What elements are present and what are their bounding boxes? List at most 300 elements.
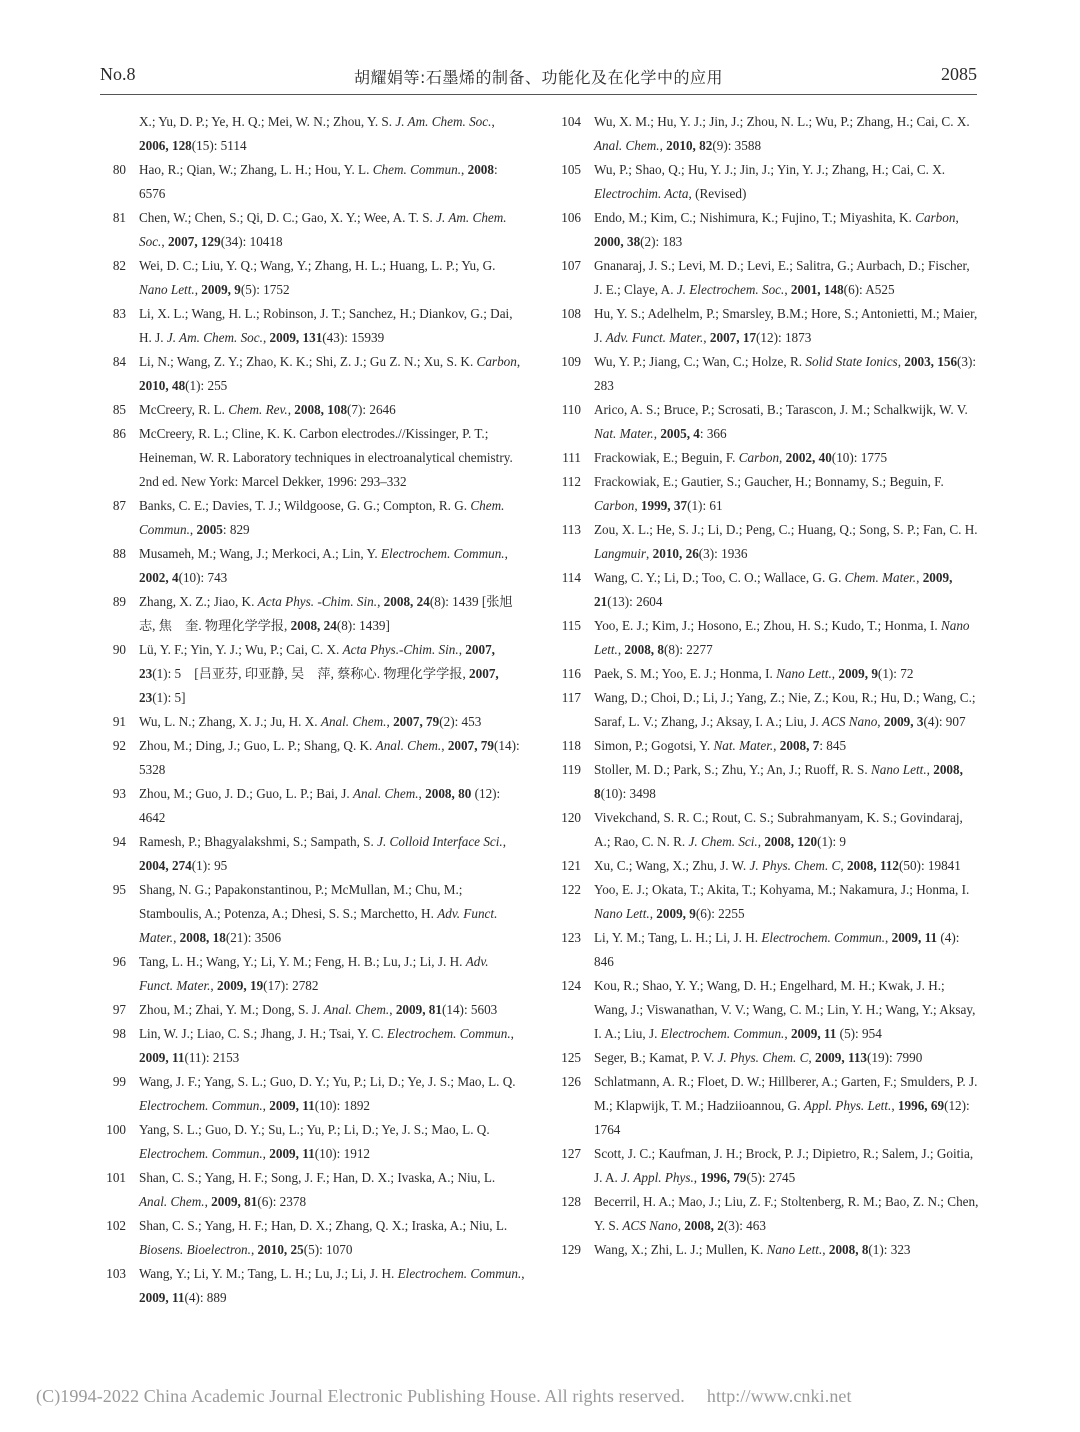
reference-entry bbox=[100, 110, 525, 158]
reference-text bbox=[594, 614, 980, 662]
running-title: 胡耀娟等:石墨烯的制备、功能化及在化学中的应用 bbox=[354, 68, 723, 87]
reference-number: 111 bbox=[562, 450, 581, 465]
reference-text bbox=[594, 926, 980, 974]
citation-text: Vivekchand, S. R. C.; Rout, C. S.; Subrahmanyam, K. S.; Govindaraj, A.; Rao, C. N. R. bbox=[594, 810, 963, 849]
reference-text bbox=[594, 1142, 980, 1190]
reference-entry bbox=[555, 1046, 980, 1070]
reference-number: 124 bbox=[561, 978, 581, 993]
year-volume: 2001, 148 bbox=[790, 282, 844, 297]
journal-name: Nano Lett. bbox=[870, 762, 927, 777]
citation-text: X.; Yu, D. P.; Ye, H. Q.; Mei, W. N.; Zhou, Y. S. bbox=[139, 114, 396, 129]
citation-text: (19): 7990 bbox=[867, 1050, 923, 1065]
reference-text bbox=[594, 1190, 980, 1238]
reference-entry bbox=[100, 998, 525, 1022]
reference-number: 118 bbox=[561, 738, 581, 753]
year-volume: 2008, 120 bbox=[764, 834, 818, 849]
citation-text: , bbox=[646, 546, 653, 561]
reference-text bbox=[139, 1214, 525, 1262]
year-volume: 2009, 11 bbox=[891, 930, 938, 945]
reference-entry bbox=[100, 1022, 525, 1070]
citation-text: (4): 889 bbox=[184, 1290, 227, 1305]
citation-text: Zhang, X. Z.; Jiao, K. bbox=[139, 594, 258, 609]
citation-text: Zhou, M.; Ding, J.; Guo, L. P.; Shang, Q. K. bbox=[139, 738, 376, 753]
journal-name: Electrochem. Commun. bbox=[761, 930, 886, 945]
year-volume: 2008, 8 bbox=[624, 642, 664, 657]
year-volume: 2008, 8 bbox=[594, 762, 963, 801]
reference-number: 96 bbox=[112, 954, 126, 969]
reference-number: 119 bbox=[561, 762, 581, 777]
journal-name: Electrochem. Commun. bbox=[139, 1098, 263, 1113]
reference-text bbox=[139, 350, 525, 398]
reference-text bbox=[594, 974, 980, 1046]
reference-number: 112 bbox=[561, 474, 581, 489]
reference-text bbox=[594, 854, 980, 878]
citation-text: , bbox=[779, 450, 786, 465]
citation-text: , bbox=[441, 738, 448, 753]
reference-entry bbox=[555, 110, 980, 158]
reference-number: 84 bbox=[112, 354, 126, 369]
references-left-column bbox=[100, 110, 525, 1310]
reference-number: 98 bbox=[112, 1026, 126, 1041]
reference-number: 106 bbox=[561, 210, 581, 225]
reference-entry bbox=[100, 590, 525, 638]
citation-text: Musameh, M.; Wang, J.; Merkoci, A.; Lin, Y. bbox=[139, 546, 381, 561]
journal-name: Anal. Chem. bbox=[352, 786, 419, 801]
journal-name: J. Am. Chem. Soc. bbox=[166, 330, 263, 345]
journal-name: Nano Lett. bbox=[776, 666, 832, 681]
citation-text: McCreery, R. L.; Cline, K. K. Carbon electrodes.//Kissinger, P. T.; Heineman, W. R. Laboratory techniques in electroanalytical chemistry. 2nd ed. New York: Marcel Dekker, 1996: 293–332 bbox=[139, 426, 513, 489]
reference-number: 126 bbox=[561, 1074, 581, 1089]
year-volume: 2009, 11 bbox=[139, 1050, 185, 1065]
year-volume: 2009, 11 bbox=[269, 1146, 315, 1161]
journal-name: Nat. Mater. bbox=[594, 426, 654, 441]
citation-text: , bbox=[262, 1146, 270, 1161]
citation-text: , bbox=[204, 1194, 212, 1209]
reference-number: 109 bbox=[561, 354, 581, 369]
citation-text: , bbox=[377, 594, 384, 609]
journal-name: Acta Phys.-Chim. Sin. bbox=[342, 642, 459, 657]
reference-number: 116 bbox=[561, 666, 581, 681]
reference-number: 113 bbox=[561, 522, 581, 537]
reference-text bbox=[139, 638, 525, 710]
reference-text bbox=[594, 1238, 980, 1262]
year-volume: 2007, 129 bbox=[167, 234, 221, 249]
year-volume: 2009, 113 bbox=[814, 1050, 868, 1065]
reference-entry bbox=[555, 470, 980, 518]
reference-number: 85 bbox=[112, 402, 126, 417]
year-volume: 2008, 80 bbox=[425, 786, 472, 801]
citation-text: Scott, J. C.; Kaufman, J. H.; Brock, P. J.; Dipietro, R.; Salem, J.; Goitia, J. A. bbox=[594, 1146, 974, 1185]
reference-entry bbox=[555, 758, 980, 806]
journal-name: Chem. Rev. bbox=[228, 402, 288, 417]
citation-text: (1): 5] bbox=[152, 690, 186, 705]
year-volume: 2008 bbox=[467, 162, 494, 177]
citation-text: (3): 1936 bbox=[698, 546, 748, 561]
citation-text: (12): 1873 bbox=[756, 330, 812, 345]
reference-entry bbox=[100, 254, 525, 302]
reference-number: 99 bbox=[112, 1074, 126, 1089]
journal-name: J. Appl. Phys. bbox=[621, 1170, 694, 1185]
reference-number: 122 bbox=[561, 882, 581, 897]
year-volume: 2009, 9 bbox=[838, 666, 878, 681]
citation-text: Becerril, H. A.; Mao, J.; Liu, Z. F.; Stoltenberg, R. M.; Bao, Z. N.; Chen, Y. S. bbox=[594, 1194, 979, 1233]
citation-text: Frackowiak, E.; Beguin, F. bbox=[594, 450, 739, 465]
reference-number: 120 bbox=[561, 810, 581, 825]
reference-text bbox=[139, 542, 525, 590]
reference-entry bbox=[555, 806, 980, 854]
journal-name: Adv. Funct. Mater. bbox=[605, 330, 704, 345]
reference-text bbox=[139, 878, 525, 950]
citation-text: Gnanaraj, J. S.; Levi, M. D.; Levi, E.; Salitra, G.; Aurbach, D.; Fischer, J. E.; Claye, A. bbox=[594, 258, 970, 297]
reference-entry bbox=[555, 518, 980, 566]
journal-name: Langmuir bbox=[594, 546, 647, 561]
citation-text: (7): 2646 bbox=[347, 402, 396, 417]
reference-number: 82 bbox=[112, 258, 126, 273]
reference-number: 95 bbox=[112, 882, 126, 897]
journal-name: Anal. Chem. bbox=[320, 714, 387, 729]
reference-text bbox=[594, 686, 980, 734]
year-volume: 1999, 37 bbox=[640, 498, 688, 513]
year-volume: 2007, 17 bbox=[709, 330, 757, 345]
reference-number: 117 bbox=[561, 690, 581, 705]
journal-name: Electrochim. Acta bbox=[594, 186, 689, 201]
reference-number: 88 bbox=[112, 546, 126, 561]
reference-entry bbox=[555, 1142, 980, 1190]
footer-url-link[interactable]: http://www.cnki.net bbox=[706, 1386, 852, 1406]
reference-entry bbox=[555, 254, 980, 302]
reference-entry bbox=[100, 734, 525, 782]
citation-text: Zou, X. L.; He, S. J.; Li, D.; Peng, C.; Huang, Q.; Song, S. P.; Fan, C. H. bbox=[594, 522, 978, 537]
citation-text: Wu, L. N.; Zhang, X. J.; Ju, H. X. bbox=[139, 714, 321, 729]
citation-text: , bbox=[516, 354, 521, 369]
year-volume: 2002, 4 bbox=[139, 570, 179, 585]
reference-number: 92 bbox=[112, 738, 126, 753]
reference-entry bbox=[100, 350, 525, 398]
reference-number: 83 bbox=[112, 306, 126, 321]
reference-entry bbox=[100, 1262, 525, 1310]
reference-entry bbox=[100, 1118, 525, 1166]
citation-text: (3): 283 bbox=[594, 354, 977, 393]
reference-entry bbox=[100, 710, 525, 734]
year-volume: 2009, 19 bbox=[217, 978, 264, 993]
reference-number: 108 bbox=[561, 306, 581, 321]
reference-text bbox=[594, 158, 980, 206]
year-volume: 2005, 4 bbox=[660, 426, 700, 441]
reference-number: 89 bbox=[112, 594, 126, 609]
journal-name: Anal. Chem. bbox=[139, 1194, 205, 1209]
citation-text: (1): 255 bbox=[185, 378, 228, 393]
year-volume: 2008, 8 bbox=[828, 1242, 869, 1257]
reference-entry bbox=[555, 926, 980, 974]
reference-text bbox=[139, 1262, 525, 1310]
year-volume: 2009, 9 bbox=[201, 282, 241, 297]
reference-entry bbox=[100, 1166, 525, 1214]
reference-text bbox=[139, 110, 525, 158]
year-volume: 2009, 21 bbox=[594, 570, 953, 609]
citation-text: , bbox=[173, 930, 180, 945]
page-header bbox=[100, 64, 977, 92]
reference-text bbox=[594, 806, 980, 854]
citation-text: (8): 1439] bbox=[336, 618, 390, 633]
journal-name: Electrochem. Commun. bbox=[380, 546, 505, 561]
year-volume: 2008, 24 bbox=[290, 618, 337, 633]
year-volume: 2010, 48 bbox=[139, 378, 186, 393]
year-volume: 2009, 81 bbox=[211, 1194, 258, 1209]
journal-name: Anal. Chem. bbox=[594, 138, 660, 153]
reference-entry bbox=[555, 854, 980, 878]
citation-text: (12): 1764 bbox=[594, 1098, 970, 1137]
year-volume: 2009, 3 bbox=[883, 714, 924, 729]
citation-text: Li, Y. M.; Tang, L. H.; Li, J. H. bbox=[594, 930, 762, 945]
citation-text: , bbox=[677, 1218, 685, 1233]
citation-text: Seger, B.; Kamat, P. V. bbox=[594, 1050, 718, 1065]
journal-name: J. Phys. Chem. C bbox=[717, 1050, 809, 1065]
citation-text: Zhou, M.; Guo, J. D.; Guo, L. P.; Bai, J. bbox=[139, 786, 353, 801]
citation-text: Yang, S. L.; Guo, D. Y.; Su, L.; Yu, P.; Li, D.; Ye, J. S.; Mao, L. Q. bbox=[139, 1122, 490, 1137]
citation-text: (1): 9 bbox=[817, 834, 847, 849]
citation-text: , bbox=[461, 162, 468, 177]
reference-entry bbox=[555, 734, 980, 758]
journal-name: Chem. Commun. bbox=[139, 498, 505, 537]
reference-entry bbox=[555, 1070, 980, 1142]
journal-name: Chem. Commun. bbox=[372, 162, 461, 177]
journal-name: Nano Lett. bbox=[594, 618, 970, 657]
year-volume: 2009, 9 bbox=[656, 906, 696, 921]
reference-number: 105 bbox=[561, 162, 581, 177]
reference-entry bbox=[555, 974, 980, 1046]
citation-text: Paek, S. M.; Yoo, E. J.; Honma, I. bbox=[594, 666, 777, 681]
reference-text bbox=[594, 302, 980, 350]
citation-text: Wu, Y. P.; Jiang, C.; Wan, C.; Holze, R. bbox=[594, 354, 806, 369]
citation-text: , bbox=[521, 1266, 525, 1281]
reference-text bbox=[594, 758, 980, 806]
citation-text: (1): 323 bbox=[868, 1242, 911, 1257]
year-volume: 2009, 131 bbox=[269, 330, 323, 345]
reference-text bbox=[594, 110, 980, 158]
citation-text: Lü, Y. F.; Yin, Y. J.; Wu, P.; Cai, C. X. bbox=[139, 642, 343, 657]
year-volume: 2007, 23 bbox=[139, 666, 499, 705]
citation-text: (21): 3506 bbox=[225, 930, 282, 945]
citation-text: Wang, Y.; Li, Y. M.; Tang, L. H.; Lu, J.; Li, J. H. bbox=[139, 1266, 398, 1281]
journal-name: Carbon bbox=[594, 498, 635, 513]
citation-text: (50): 19841 bbox=[898, 858, 961, 873]
citation-text: Banks, C. E.; Davies, T. J.; Wildgoose, G. G.; Compton, R. G. bbox=[139, 498, 471, 513]
reference-text bbox=[594, 470, 980, 518]
citation-text: , bbox=[502, 834, 507, 849]
reference-text bbox=[139, 950, 525, 998]
reference-entry bbox=[100, 398, 525, 422]
reference-text bbox=[594, 1070, 980, 1142]
journal-name: Anal. Chem. bbox=[375, 738, 442, 753]
citation-text: : 829 bbox=[222, 522, 250, 537]
journal-name: J. Am. Chem. Soc. bbox=[395, 114, 492, 129]
reference-text bbox=[139, 782, 525, 830]
citation-text: Zhou, M.; Zhai, Y. M.; Dong, S. J. bbox=[139, 1002, 324, 1017]
year-volume: 2002, 40 bbox=[785, 450, 832, 465]
reference-entry bbox=[555, 206, 980, 254]
year-volume: 2008, 108 bbox=[294, 402, 348, 417]
citation-text: Shang, N. G.; Papakonstantinou, P.; McMullan, M.; Chu, M.; Stamboulis, A.; Potenza, A.; Dhesi, S. S.; Marchetto, H. bbox=[139, 882, 463, 921]
citation-text: , bbox=[194, 282, 202, 297]
reference-number: 100 bbox=[106, 1122, 126, 1137]
citation-text: Chen, W.; Chen, S.; Qi, D. C.; Gao, X. Y.; Wee, A. T. S. bbox=[139, 210, 437, 225]
year-volume: 2004, 274 bbox=[139, 858, 192, 873]
reference-entry bbox=[100, 422, 525, 494]
citation-text: Li, X. L.; Wang, H. L.; Robinson, J. T.; Sanchez, H.; Diankov, G.; Dai, H. J. bbox=[139, 306, 513, 345]
reference-text bbox=[139, 710, 525, 734]
citation-text: , bbox=[916, 570, 923, 585]
year-volume: 2010, 25 bbox=[257, 1242, 304, 1257]
citation-text: : 845 bbox=[819, 738, 847, 753]
journal-name: Electrochem. Commun. bbox=[397, 1266, 522, 1281]
citation-text: , bbox=[822, 1242, 829, 1257]
reference-number: 97 bbox=[112, 1002, 126, 1017]
copyright-footer bbox=[36, 1386, 852, 1407]
citation-text: (4): 846 bbox=[594, 930, 960, 969]
reference-text bbox=[139, 1070, 525, 1118]
reference-text bbox=[139, 254, 525, 302]
reference-entry bbox=[555, 614, 980, 662]
reference-entry bbox=[100, 830, 525, 878]
citation-text: Li, N.; Wang, Z. Y.; Zhao, K. K.; Shi, Z. J.; Gu Z. N.; Xu, S. K. bbox=[139, 354, 477, 369]
citation-text: (5): 954 bbox=[836, 1026, 882, 1041]
citation-text: Arico, A. S.; Bruce, P.; Scrosati, B.; Tarascon, J. M.; Schalkwijk, W. V. bbox=[594, 402, 968, 417]
citation-text: (2): 453 bbox=[439, 714, 482, 729]
citation-text: (43): 15939 bbox=[322, 330, 385, 345]
journal-name: Nano Lett. bbox=[766, 1242, 823, 1257]
reference-number: 93 bbox=[112, 786, 126, 801]
journal-name: J. Colloid Interface Sci. bbox=[377, 834, 503, 849]
citation-text: (10): 743 bbox=[178, 570, 228, 585]
reference-text bbox=[139, 1118, 525, 1166]
reference-number: 94 bbox=[112, 834, 126, 849]
copyright-text: (C)1994-2022 China Academic Journal Electronic Publishing House. All rights reserved. bbox=[36, 1386, 685, 1406]
citation-text: , bbox=[877, 714, 884, 729]
reference-text bbox=[594, 350, 980, 398]
journal-name: Biosens. Bioelectron. bbox=[139, 1242, 251, 1257]
year-volume: 2008, 18 bbox=[179, 930, 226, 945]
journal-name: ACS Nano bbox=[622, 1218, 678, 1233]
citation-text: (1): 61 bbox=[687, 498, 723, 513]
citation-text: , (Revised) bbox=[688, 186, 747, 201]
journal-name: Nat. Mater. bbox=[713, 738, 774, 753]
reference-text bbox=[139, 1022, 525, 1070]
journal-name: J. Am. Chem. Soc. bbox=[139, 210, 507, 249]
page-number: 2085 bbox=[941, 64, 977, 84]
reference-text bbox=[139, 998, 525, 1022]
citation-text: Ramesh, P.; Bhagyalakshmi, S.; Sampath, S. bbox=[139, 834, 378, 849]
year-volume: 2005 bbox=[196, 522, 223, 537]
citation-text: Wu, P.; Shao, Q.; Hu, Y. J.; Jin, J.; Yin, Y. J.; Zhang, H.; Cai, C. X. bbox=[594, 162, 946, 177]
citation-text: (1): 72 bbox=[877, 666, 914, 681]
citation-text: (1): 95 bbox=[191, 858, 228, 873]
citation-text: Yoo, E. J.; Okata, T.; Akita, T.; Kohyama, M.; Nakamura, J.; Honma, I. bbox=[594, 882, 970, 897]
reference-text bbox=[594, 446, 980, 470]
citation-text: , bbox=[693, 1170, 701, 1185]
reference-entry bbox=[555, 566, 980, 614]
citation-text: Xu, C.; Wang, X.; Zhu, J. W. bbox=[594, 858, 750, 873]
reference-text bbox=[594, 566, 980, 614]
reference-entry bbox=[555, 158, 980, 206]
citation-text: , bbox=[287, 402, 295, 417]
citation-text: , bbox=[161, 234, 168, 249]
citation-text: , bbox=[458, 642, 466, 657]
citation-text: (6): A525 bbox=[843, 282, 895, 297]
year-volume: 2008, 112 bbox=[846, 858, 899, 873]
citation-text: , bbox=[784, 282, 791, 297]
citation-text: , bbox=[189, 522, 197, 537]
reference-text bbox=[139, 398, 525, 422]
reference-text bbox=[139, 422, 525, 494]
year-volume: 2009, 11 bbox=[139, 1290, 185, 1305]
citation-text: : 6576 bbox=[139, 162, 498, 201]
reference-number: 87 bbox=[112, 498, 126, 513]
reference-number: 102 bbox=[106, 1218, 126, 1233]
citation-text: (8): 1439 [张旭志, 焦 奎. 物理化学学报, bbox=[139, 594, 513, 633]
reference-text bbox=[139, 590, 525, 638]
citation-text: Hu, Y. S.; Adelhelm, P.; Smarsley, B.M.; Hore, S.; Antonietti, M.; Maier, J. bbox=[594, 306, 978, 345]
citation-text: (34): 10418 bbox=[220, 234, 283, 249]
citation-text: , bbox=[885, 930, 892, 945]
reference-entry bbox=[100, 302, 525, 350]
journal-name: Anal. Chem. bbox=[323, 1002, 390, 1017]
journal-name: Appl. Phys. Lett. bbox=[803, 1098, 892, 1113]
reference-number: 128 bbox=[561, 1194, 581, 1209]
citation-text: Wu, X. M.; Hu, Y. J.; Jin, J.; Zhou, N. L.; Wu, P.; Zhang, H.; Cai, C. X. bbox=[594, 114, 970, 129]
citation-text: (17): 2782 bbox=[263, 978, 319, 993]
citation-text: (9): 3588 bbox=[712, 138, 762, 153]
citation-text: (6): 2255 bbox=[695, 906, 745, 921]
reference-text bbox=[139, 1166, 525, 1214]
reference-number: 114 bbox=[561, 570, 581, 585]
citation-text: (5): 1752 bbox=[240, 282, 290, 297]
citation-text: , bbox=[210, 978, 218, 993]
citation-text: , bbox=[617, 642, 625, 657]
citation-text: , bbox=[649, 906, 657, 921]
citation-text: Schlatmann, A. R.; Floet, D. W.; Hillberer, A.; Garten, F.; Smulders, P. J. M.; Klapwijk, T. M.; Hadziioannou, G. bbox=[594, 1074, 978, 1113]
reference-text bbox=[594, 878, 980, 926]
journal-name: J. Phys. Chem. C bbox=[749, 858, 841, 873]
citation-text: , bbox=[491, 114, 495, 129]
reference-number: 90 bbox=[112, 642, 126, 657]
year-volume: 2010, 82 bbox=[666, 138, 713, 153]
journal-name: Adv. Funct. Mater. bbox=[139, 954, 489, 993]
citation-text: , bbox=[386, 714, 394, 729]
reference-number: 80 bbox=[112, 162, 126, 177]
reference-entry bbox=[555, 662, 980, 686]
citation-text: (15): 5114 bbox=[191, 138, 247, 153]
citation-text: (8): 2277 bbox=[663, 642, 713, 657]
citation-text: , bbox=[773, 738, 780, 753]
reference-entry bbox=[100, 542, 525, 590]
citation-text: (3): 463 bbox=[723, 1218, 766, 1233]
citation-text: , bbox=[703, 330, 710, 345]
citation-text: , bbox=[897, 354, 905, 369]
journal-name: Electrochem. Commun. bbox=[139, 1146, 263, 1161]
journal-name: Electrochem. Commun. bbox=[386, 1026, 511, 1041]
citation-text: , bbox=[831, 666, 839, 681]
reference-entry bbox=[100, 206, 525, 254]
reference-text bbox=[139, 302, 525, 350]
citation-text: (10): 1775 bbox=[831, 450, 888, 465]
citation-text: (14): 5603 bbox=[441, 1002, 498, 1017]
reference-number: 104 bbox=[561, 114, 581, 129]
year-volume: 2007, 79 bbox=[393, 714, 440, 729]
header-rule bbox=[100, 94, 977, 95]
references-right-column bbox=[555, 110, 980, 1262]
reference-number: 121 bbox=[561, 858, 581, 873]
citation-text: , bbox=[840, 858, 847, 873]
